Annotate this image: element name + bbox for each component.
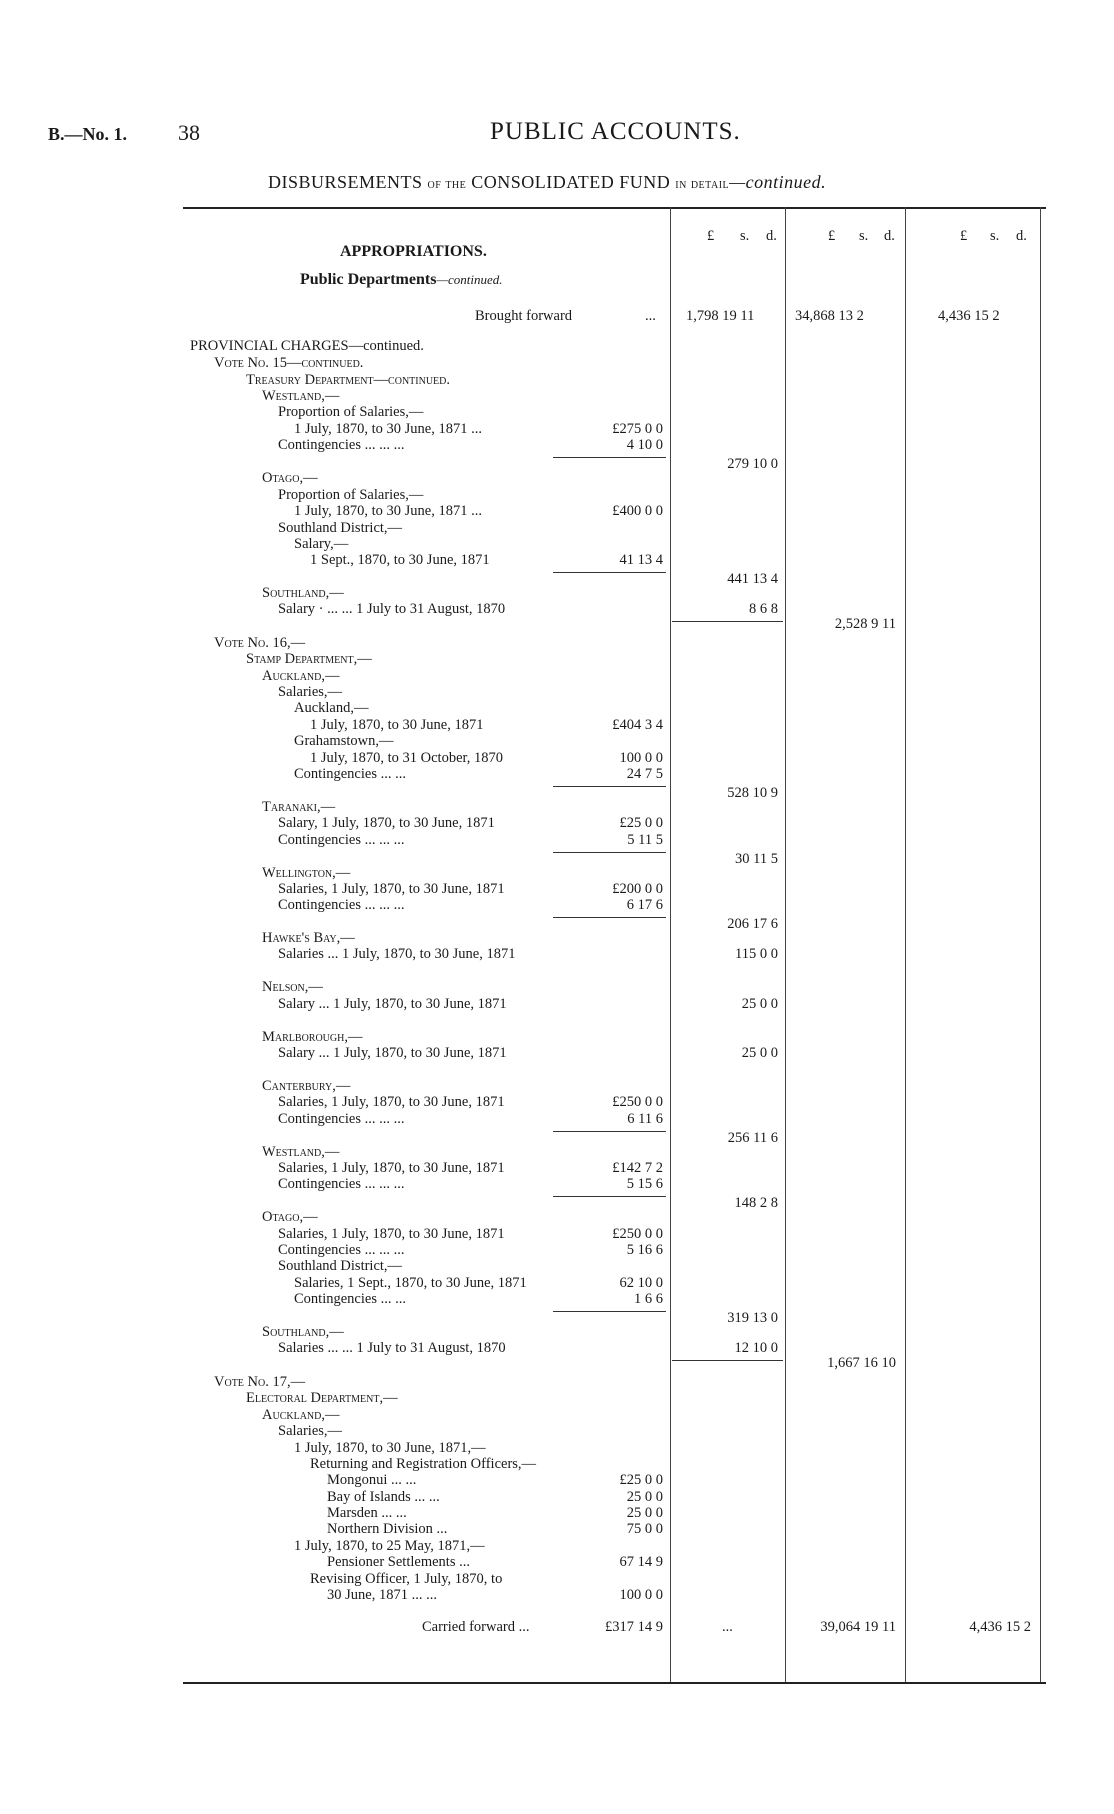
line-item: 1 July, 1870, to 30 June, 1871 ...	[294, 421, 482, 437]
province-heading: Hawke's Bay,—	[262, 930, 355, 946]
heading-text: Public Departments	[300, 271, 437, 288]
line-item: Southland District,—	[278, 520, 403, 536]
inner-amount: 67 14 9	[619, 1554, 663, 1570]
line-item: Bay of Islands ... ...	[327, 1489, 440, 1505]
subtotal-rule	[553, 852, 666, 853]
line-item: Returning and Registration Officers,—	[310, 1456, 537, 1472]
line-item: Contingencies ... ... ...	[278, 1242, 405, 1258]
inner-amount: 100 0 0	[619, 750, 663, 766]
line-item: Auckland,—	[294, 700, 369, 716]
shilling-header: s.	[990, 228, 1000, 244]
pound-header: £	[960, 228, 968, 244]
line-item: Salaries, 1 July, 1870, to 30 June, 1871	[278, 881, 505, 897]
column-divider	[905, 207, 906, 1682]
vote-heading: Vote No. 17,—	[214, 1374, 306, 1390]
subtotal-rule	[553, 1131, 666, 1132]
col1-amount: 256 11 6	[727, 1130, 778, 1146]
line-item: Revising Officer, 1 July, 1870, to	[310, 1571, 503, 1587]
subtotal-rule	[553, 1311, 666, 1312]
line-item: Contingencies ... ... ...	[278, 832, 405, 848]
inner-amount: 25 0 0	[626, 1505, 663, 1521]
line-item: Northern Division ...	[327, 1521, 448, 1537]
province-heading: Otago,—	[262, 470, 318, 486]
line-item: Marsden ... ...	[327, 1505, 407, 1521]
line-item: Contingencies ... ... ...	[278, 437, 405, 453]
vote-heading: Vote No. 15—continued.	[214, 355, 364, 371]
inner-amount: 100 0 0	[619, 1587, 663, 1603]
appropriations-heading: APPROPRIATIONS.	[340, 243, 487, 260]
line-item: 1 July, 1870, to 30 June, 1871 ...	[294, 503, 482, 519]
line-item: Grahamstown,—	[294, 733, 394, 749]
inner-amount: £25 0 0	[619, 1472, 663, 1488]
line-item: Salary · ... ... 1 July to 31 August, 1870	[278, 601, 506, 617]
section-heading: PROVINCIAL CHARGES—continued.	[190, 338, 424, 354]
inner-amount: 4 10 0	[626, 437, 663, 453]
col2-amount: 1,667 16 10	[827, 1355, 896, 1371]
vote-heading: Vote No. 16,—	[214, 635, 306, 651]
subtitle-part: —continued.	[729, 172, 827, 192]
inner-amount: £404 3 4	[612, 717, 663, 733]
province-heading: Otago,—	[262, 1209, 318, 1225]
col1-amount: 12 10 0	[734, 1340, 778, 1356]
inner-amount: 5 11 5	[627, 832, 663, 848]
subtitle-part: of the	[427, 177, 467, 192]
line-item: Proportion of Salaries,—	[278, 487, 424, 503]
line-item: Salaries, 1 July, 1870, to 30 June, 1871	[278, 1094, 505, 1110]
province-heading: Wellington,—	[262, 865, 351, 881]
line-item: Contingencies ... ...	[294, 1291, 406, 1307]
province-heading: Southland,—	[262, 585, 344, 601]
subtotal-rule	[672, 621, 783, 622]
page-number: 38	[178, 120, 200, 145]
line-item: Salary ... 1 July, 1870, to 30 June, 1871	[278, 996, 507, 1012]
col1-amount: 30 11 5	[735, 851, 778, 867]
inner-amount: 25 0 0	[626, 1489, 663, 1505]
line-item: Pensioner Settlements ...	[327, 1554, 470, 1570]
line-item: Southland District,—	[278, 1258, 403, 1274]
shilling-header: s.	[740, 228, 750, 244]
col3-carried: 4,436 15 2	[969, 1619, 1031, 1635]
col1-amount: 206 17 6	[727, 916, 778, 932]
line-item: Salaries, 1 Sept., 1870, to 30 June, 1871	[294, 1275, 527, 1291]
subtitle-part: in detail	[675, 177, 730, 192]
pound-header: £	[828, 228, 836, 244]
col1-amount: 25 0 0	[741, 1045, 778, 1061]
line-item: Salaries,—	[278, 684, 343, 700]
line-item: Salaries, 1 July, 1870, to 30 June, 1871	[278, 1160, 505, 1176]
inner-amount: 5 15 6	[626, 1176, 663, 1192]
pence-header: d.	[766, 228, 777, 244]
subtotal-rule	[553, 1196, 666, 1197]
line-item: Mongonui ... ...	[327, 1472, 417, 1488]
province-heading: Marlborough,—	[262, 1029, 363, 1045]
brought-forward-label: Brought forward	[475, 308, 573, 324]
line-item: 30 June, 1871 ... ...	[327, 1587, 437, 1603]
line-item: Salaries, 1 July, 1870, to 30 June, 1871	[278, 1226, 505, 1242]
subtotal-rule	[553, 786, 666, 787]
line-item: Proportion of Salaries,—	[278, 404, 424, 420]
province-heading: Westland,—	[262, 1144, 340, 1160]
inner-amount: 6 11 6	[627, 1111, 663, 1127]
col1-amount: 115 0 0	[735, 946, 778, 962]
report-reference: B.—No. 1.	[48, 124, 128, 144]
subtotal-rule	[553, 457, 666, 458]
column-divider	[670, 207, 671, 1682]
pound-header: £	[707, 228, 715, 244]
province-heading: Southland,—	[262, 1324, 344, 1340]
inner-amount: 6 17 6	[626, 897, 663, 913]
line-item: 1 July, 1870, to 30 June, 1871,—	[294, 1440, 486, 1456]
line-item: Salary ... 1 July, 1870, to 30 June, 1871	[278, 1045, 507, 1061]
col1-amount: 25 0 0	[741, 996, 778, 1012]
column-divider	[785, 207, 786, 1682]
inner-amount: £400 0 0	[612, 503, 663, 519]
province-heading: Auckland,—	[262, 668, 340, 684]
line-item: Salaries,—	[278, 1423, 343, 1439]
province-heading: Taranaki,—	[262, 799, 336, 815]
province-heading: Westland,—	[262, 388, 340, 404]
public-departments-heading	[300, 272, 503, 288]
brought-forward-col3: 4,436 15 2	[938, 308, 1000, 324]
line-item: Contingencies ... ... ...	[278, 897, 405, 913]
inner-amount: £250 0 0	[612, 1226, 663, 1242]
pence-header: d.	[884, 228, 895, 244]
pence-header: d.	[1016, 228, 1027, 244]
col1-amount: 279 10 0	[727, 456, 778, 472]
page-title: PUBLIC ACCOUNTS.	[490, 118, 741, 145]
col1-amount: 528 10 9	[727, 785, 778, 801]
line-item: Contingencies ... ... ...	[278, 1111, 405, 1127]
carried-forward-label: Carried forward ...	[422, 1619, 530, 1635]
inner-amount: 75 0 0	[626, 1521, 663, 1537]
department-heading: Stamp Department,—	[246, 651, 372, 667]
line-item: 1 July, 1870, to 31 October, 1870	[310, 750, 504, 766]
col1-amount: 148 2 8	[734, 1195, 778, 1211]
inner-amount: 1 6 6	[634, 1291, 663, 1307]
col1-amount: 8 6 8	[749, 601, 778, 617]
line-item: Salaries ... ... 1 July to 31 August, 1870	[278, 1340, 506, 1356]
line-item: 1 July, 1870, to 25 May, 1871,—	[294, 1538, 485, 1554]
col1-amount: 441 13 4	[727, 571, 778, 587]
inner-amount: £200 0 0	[612, 881, 663, 897]
line-item: Contingencies ... ...	[294, 766, 406, 782]
inner-amount: 24 7 5	[626, 766, 663, 782]
shilling-header: s.	[859, 228, 869, 244]
line-item: Salaries ... 1 July, 1870, to 30 June, 1871	[278, 946, 516, 962]
col2-carried: 39,064 19 11	[820, 1619, 896, 1635]
line-item: Contingencies ... ... ...	[278, 1176, 405, 1192]
brought-forward-col1: 1,798 19 11	[686, 308, 755, 324]
department-heading: Treasury Department—continued.	[246, 372, 451, 388]
inner-amount: 62 10 0	[619, 1275, 663, 1291]
column-divider	[1040, 207, 1041, 1682]
subtotal-rule	[553, 572, 666, 573]
col1-amount: 319 13 0	[727, 1310, 778, 1326]
inner-amount: £25 0 0	[619, 815, 663, 831]
province-heading: Canterbury,—	[262, 1078, 351, 1094]
col2-amount: 2,528 9 11	[834, 616, 896, 632]
col1-carried: ...	[722, 1619, 733, 1635]
line-item: Salary,—	[294, 536, 349, 552]
province-heading: Auckland,—	[262, 1407, 340, 1423]
subtitle-part: DISBURSEMENTS	[268, 172, 423, 192]
inner-amount: 41 13 4	[619, 552, 663, 568]
inner-amount: 5 16 6	[626, 1242, 663, 1258]
heading-continued: —continued.	[436, 272, 503, 287]
department-heading: Electoral Department,—	[246, 1390, 398, 1406]
subtitle-part: CONSOLIDATED FUND	[471, 172, 671, 192]
line-item: Salary, 1 July, 1870, to 30 June, 1871	[278, 815, 495, 831]
line-item: 1 July, 1870, to 30 June, 1871	[310, 717, 484, 733]
inner-amount: £275 0 0	[612, 421, 663, 437]
carried-forward-inner: £317 14 9	[605, 1619, 663, 1635]
inner-amount: £142 7 2	[612, 1160, 663, 1176]
page-subtitle	[268, 172, 826, 193]
province-heading: Nelson,—	[262, 979, 323, 995]
brought-forward-col2: 34,868 13 2	[795, 308, 864, 324]
leader-dots: ...	[645, 308, 656, 324]
line-item: 1 Sept., 1870, to 30 June, 1871	[310, 552, 490, 568]
inner-amount: £250 0 0	[612, 1094, 663, 1110]
subtotal-rule	[672, 1360, 783, 1361]
subtotal-rule	[553, 917, 666, 918]
